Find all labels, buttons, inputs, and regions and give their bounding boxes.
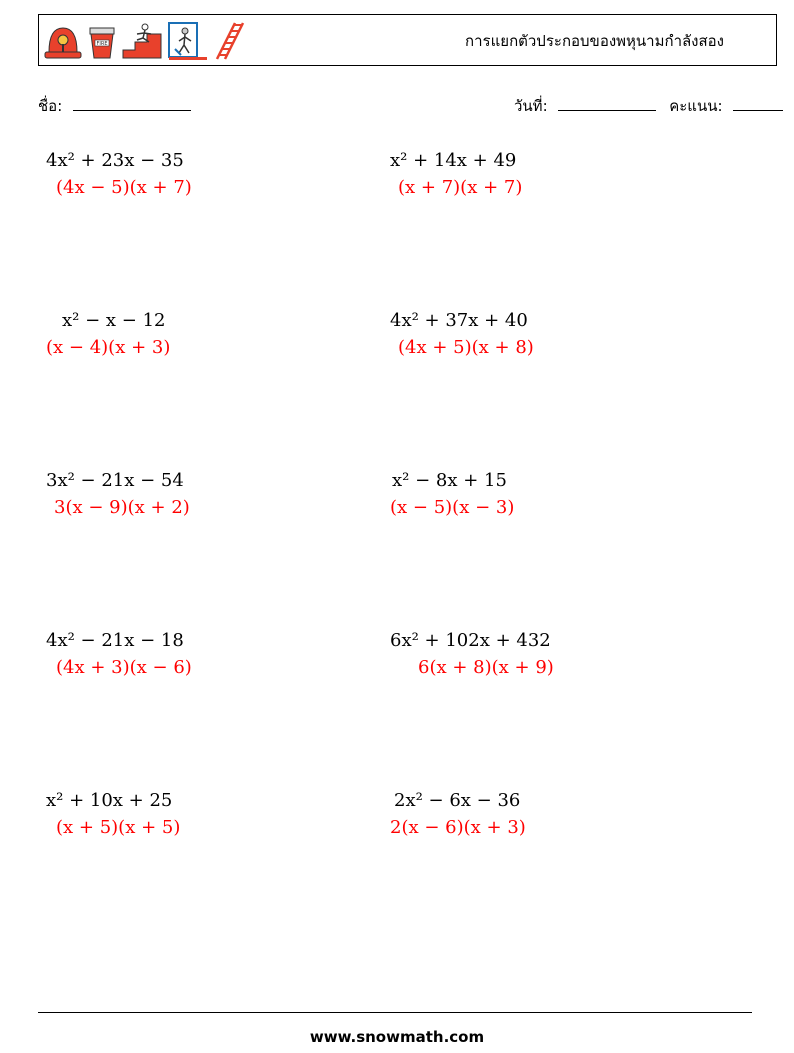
problem-9 <box>46 790 180 838</box>
fire-bucket-icon <box>87 22 117 60</box>
name-field <box>38 94 191 118</box>
date-score-fields <box>514 94 783 118</box>
worksheet-header <box>38 14 777 66</box>
name-blank-line[interactable] <box>73 96 191 111</box>
ladder-icon <box>213 21 247 61</box>
problem-5 <box>46 470 190 518</box>
problem-6 <box>390 470 514 518</box>
problem-10 <box>390 790 526 838</box>
date-blank-line[interactable] <box>558 96 656 111</box>
footer-url: www.snowmath.com <box>309 1028 485 1046</box>
problem-question: 4x² + 23x − 35 <box>46 150 184 171</box>
name-label: ชื่อ: <box>38 97 63 115</box>
problem-4 <box>390 310 534 358</box>
problem-answer: 3(x − 9)(x + 2) <box>54 497 190 518</box>
footer-divider <box>38 1012 752 1013</box>
date-label: วันที่: <box>514 97 548 115</box>
svg-text:FIRE: FIRE <box>96 41 108 47</box>
problem-answer: 6(x + 8)(x + 9) <box>418 657 554 678</box>
problem-1 <box>46 150 192 198</box>
emergency-exit-icon <box>167 21 209 61</box>
problem-question: x² + 14x + 49 <box>390 150 517 171</box>
problem-8 <box>390 630 554 678</box>
problem-question: x² − 8x + 15 <box>392 470 507 491</box>
problem-answer: (4x − 5)(x + 7) <box>56 177 192 198</box>
problem-question: 3x² − 21x − 54 <box>46 470 184 491</box>
problem-question: x² + 10x + 25 <box>46 790 173 811</box>
fire-alarm-icon <box>43 22 83 60</box>
problem-2 <box>390 150 522 198</box>
stairs-escape-icon <box>121 22 163 60</box>
problem-answer: (x − 5)(x − 3) <box>390 497 515 518</box>
problem-answer: (x + 5)(x + 5) <box>56 817 181 838</box>
problem-question: 6x² + 102x + 432 <box>390 630 551 651</box>
problem-answer: (4x + 5)(x + 8) <box>398 337 534 358</box>
worksheet-title: การแยกตัวประกอบของพหุนามกำลังสอง <box>465 32 724 50</box>
header-icons <box>43 19 247 63</box>
problem-answer: 2(x − 6)(x + 3) <box>390 817 526 838</box>
problem-answer: (x + 7)(x + 7) <box>398 177 523 198</box>
problem-answer: (4x + 3)(x − 6) <box>56 657 192 678</box>
problem-question: 2x² − 6x − 36 <box>394 790 521 811</box>
problem-answer: (x − 4)(x + 3) <box>46 337 171 358</box>
problem-7 <box>46 630 192 678</box>
problem-question: x² − x − 12 <box>62 310 166 331</box>
problem-question: 4x² − 21x − 18 <box>46 630 184 651</box>
problem-question: 4x² + 37x + 40 <box>390 310 528 331</box>
score-label: คะแนน: <box>669 97 723 115</box>
problem-3 <box>46 310 170 358</box>
score-blank-line[interactable] <box>733 96 783 111</box>
